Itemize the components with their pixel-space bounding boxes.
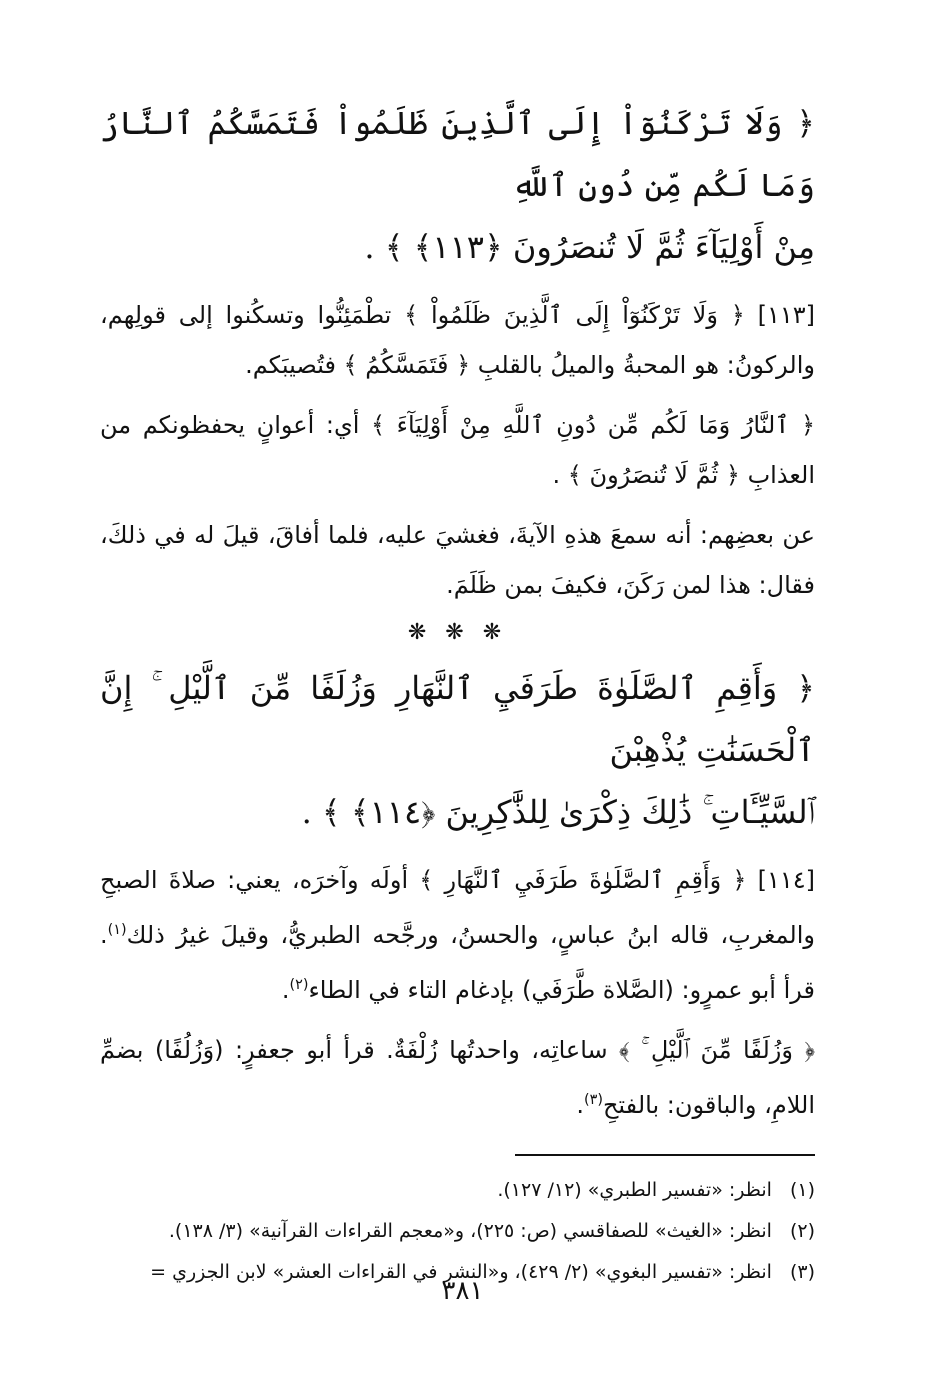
footnote-number: (٢) — [789, 1220, 815, 1242]
quran-verse-113 — [100, 92, 815, 278]
quran-verse-114 — [100, 657, 815, 843]
verse-line: ﴿ وَلَا تَرْكَنُوٓاْ إِلَى ٱلَّذِينَ ظَلَمُواْ فَتَمَسَّكُمُ ٱلنَّارُ وَمَا لَكُم مِّن دُونِ ٱللَّهِ — [100, 104, 815, 204]
footnote-ref[interactable]: (١) — [107, 922, 127, 938]
verse-line: ﴿ وَأَقِمِ ٱلصَّلَوٰةَ طَرَفَيِ ٱلنَّهَارِ وَزُلَفًا مِّنَ ٱلَّيْلِ ۚ إِنَّ ٱلْحَسَنَٰتِ يُذْهِبْنَ — [100, 669, 815, 769]
text-run: . — [281, 976, 290, 1004]
page-number: ٣٨١ — [441, 1276, 484, 1306]
footnote-text: انظر: «تفسير البغوي» (٢/ ٤٢٩)، و«النشر في القراءات العشر» لابن الجزري = — [150, 1261, 772, 1283]
commentary-paragraph — [100, 855, 815, 1015]
commentary-paragraph: عن بعضِهم: أنه سمعَ هذهِ الآيةَ، فغشيَ عليه، فلما أفاقَ، قيلَ له في ذلكَ، فقال: هذا لمن رَكَنَ، فكيفَ بمن ظَلَمَ. — [100, 521, 815, 599]
commentary-paragraph — [100, 1025, 815, 1130]
commentary-paragraph: [١١٣] ﴿ وَلَا تَرْكَنُوٓاْ إِلَى ٱلَّذِينَ ظَلَمُواْ ﴾ تطْمَئِنُّوا وتسكُنوا إلى قولِهم، والركونُ: هو المحبةُ والميلُ بالقلبِ ﴿ فَتَمَسَّكُمُ ﴾ فتُصيبَكم. — [100, 301, 815, 379]
text-run: [١١٤] ﴿ وَأَقِمِ ٱلصَّلَوٰةَ طَرَفَيِ ٱلنَّهَارِ ﴾ أولَه وآخرَه، يعني: صلاةَ الصبحِ والمغربِ، قاله ابنُ عباسٍ، والحسنُ، ورجَّحه الطبريُّ، وقيلَ غيرُ ذلك — [100, 866, 815, 949]
footnote-text: انظر: «تفسير الطبري» (١٢/ ١٢٧). — [497, 1179, 772, 1201]
footnote-text: انظر: «الغيث» للصفاقسي (ص: ٢٢٥)، و«معجم القراءات القرآنية» (٣/ ١٣٨). — [168, 1220, 772, 1242]
text-run: ﴿ وَزُلَفًا مِّنَ ٱلَّيْلِ ۚ ﴾ ساعاتِه، واحدتُها زُلْفَةٌ. قرأ أبو جعفرٍ: (وَزُلُفًا) بضمِّ اللامِ، والباقون: بالفتحِ — [100, 1036, 815, 1119]
footnote-number: (٣) — [789, 1261, 815, 1283]
text-run: . — [576, 1091, 584, 1119]
footnote-ref[interactable]: (٢) — [289, 977, 309, 993]
commentary-paragraph: ﴿ ٱلنَّارُ وَمَا لَكُم مِّن دُونِ ٱللَّهِ مِنْ أَوْلِيَآءَ ﴾ أي: أعوانٍ يحفظونكم من العذابِ ﴿ ثُمَّ لَا تُنصَرُونَ ﴾ . — [100, 411, 815, 489]
footnote-item — [100, 1172, 815, 1209]
footnote-number: (١) — [789, 1179, 815, 1201]
page-content — [100, 92, 815, 1295]
verse-line: مِنْ أَوْلِيَآءَ ثُمَّ لَا تُنصَرُونَ ﴿١١٣﴾ ﴾ . — [364, 228, 815, 266]
section-separator: ❋ ❋ ❋ — [407, 620, 508, 645]
text-run: . قرأ أبو عمرٍو: (الصَّلاة طَّرَفَي) بإدغام التاء في الطاء — [100, 921, 815, 1004]
footnote-ref[interactable]: (٣) — [583, 1092, 603, 1108]
footnote-divider — [515, 1154, 815, 1156]
verse-line: ٱلسَّيِّـَٔاتِ ۚ ذَٰلِكَ ذِكْرَىٰ لِلذَّٰكِرِينَ ﴿١١٤﴾ ﴾ . — [301, 793, 815, 831]
footnote-item — [100, 1213, 815, 1250]
footnotes — [100, 1172, 815, 1291]
